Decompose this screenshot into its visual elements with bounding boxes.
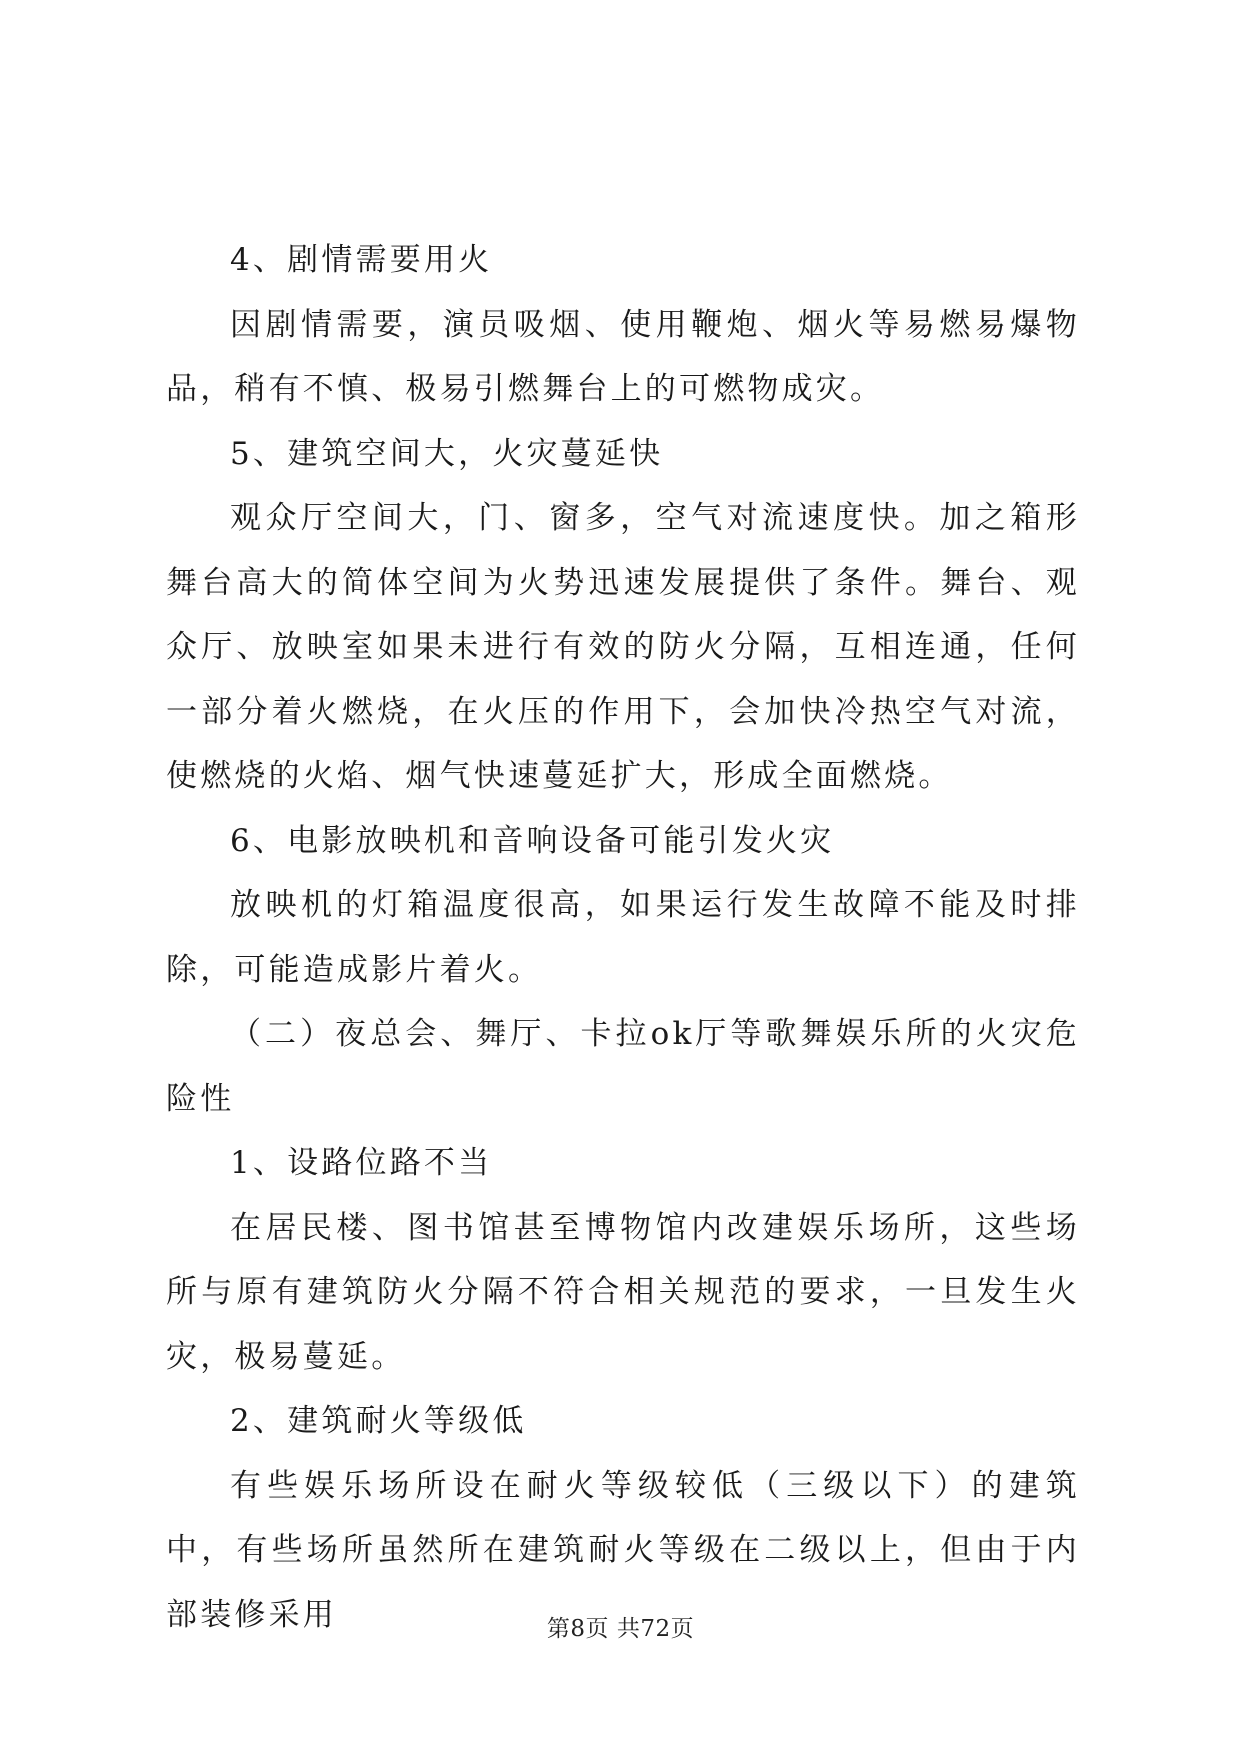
page-number-footer: 第8页 共72页 (546, 1616, 695, 1642)
heading-section-2-entertainment-venues: （二）夜总会、舞厅、卡拉ok厅等歌舞娱乐所的火灾危险性 (166, 1016, 1080, 1117)
heading-6-projector-audio-fire: 6、电影放映机和音响设备可能引发火灾 (230, 822, 835, 859)
heading-5-large-space-fast-spread: 5、建筑空间大，火灾蔓延快 (230, 435, 664, 472)
paragraph-large-space-spread: 观众厅空间大，门、窗多，空气对流速度快。加之箱形舞台高大的简体空间为火势迅速发展提供了条件。舞台、观众厅、放映室如果未进行有效的防火分隔，互相连通，任何一部分着火燃烧，在火压的作用下，会加快冷热空气对流，使燃烧的火焰、烟气快速蔓延扩大，形成全面燃烧。 (166, 500, 1080, 794)
paragraph-plot-fire-risk: 因剧情需要，演员吸烟、使用鞭炮、烟火等易燃易爆物品，稍有不慎、极易引燃舞台上的可燃物成灾。 (166, 306, 1080, 407)
document-body (166, 228, 1080, 1647)
paragraph-improper-location: 在居民楼、图书馆甚至博物馆内改建娱乐场所，这些场所与原有建筑防火分隔不符合相关规范的要求，一旦发生火灾，极易蔓延。 (166, 1209, 1080, 1375)
paragraph-projector-fire: 放映机的灯箱温度很高，如果运行发生故障不能及时排除，可能造成影片着火。 (166, 887, 1080, 988)
paragraph-low-fire-rating: 有些娱乐场所设在耐火等级较低（三级以下）的建筑中，有些场所虽然所在建筑耐火等级在二级以上，但由于内部装修采用 (166, 1467, 1080, 1633)
heading-1-improper-location: 1、设路位路不当 (230, 1145, 493, 1181)
heading-2-low-fire-rating: 2、建筑耐火等级低 (230, 1403, 527, 1439)
heading-4-fire-use-for-plot: 4、剧情需要用火 (230, 242, 493, 278)
